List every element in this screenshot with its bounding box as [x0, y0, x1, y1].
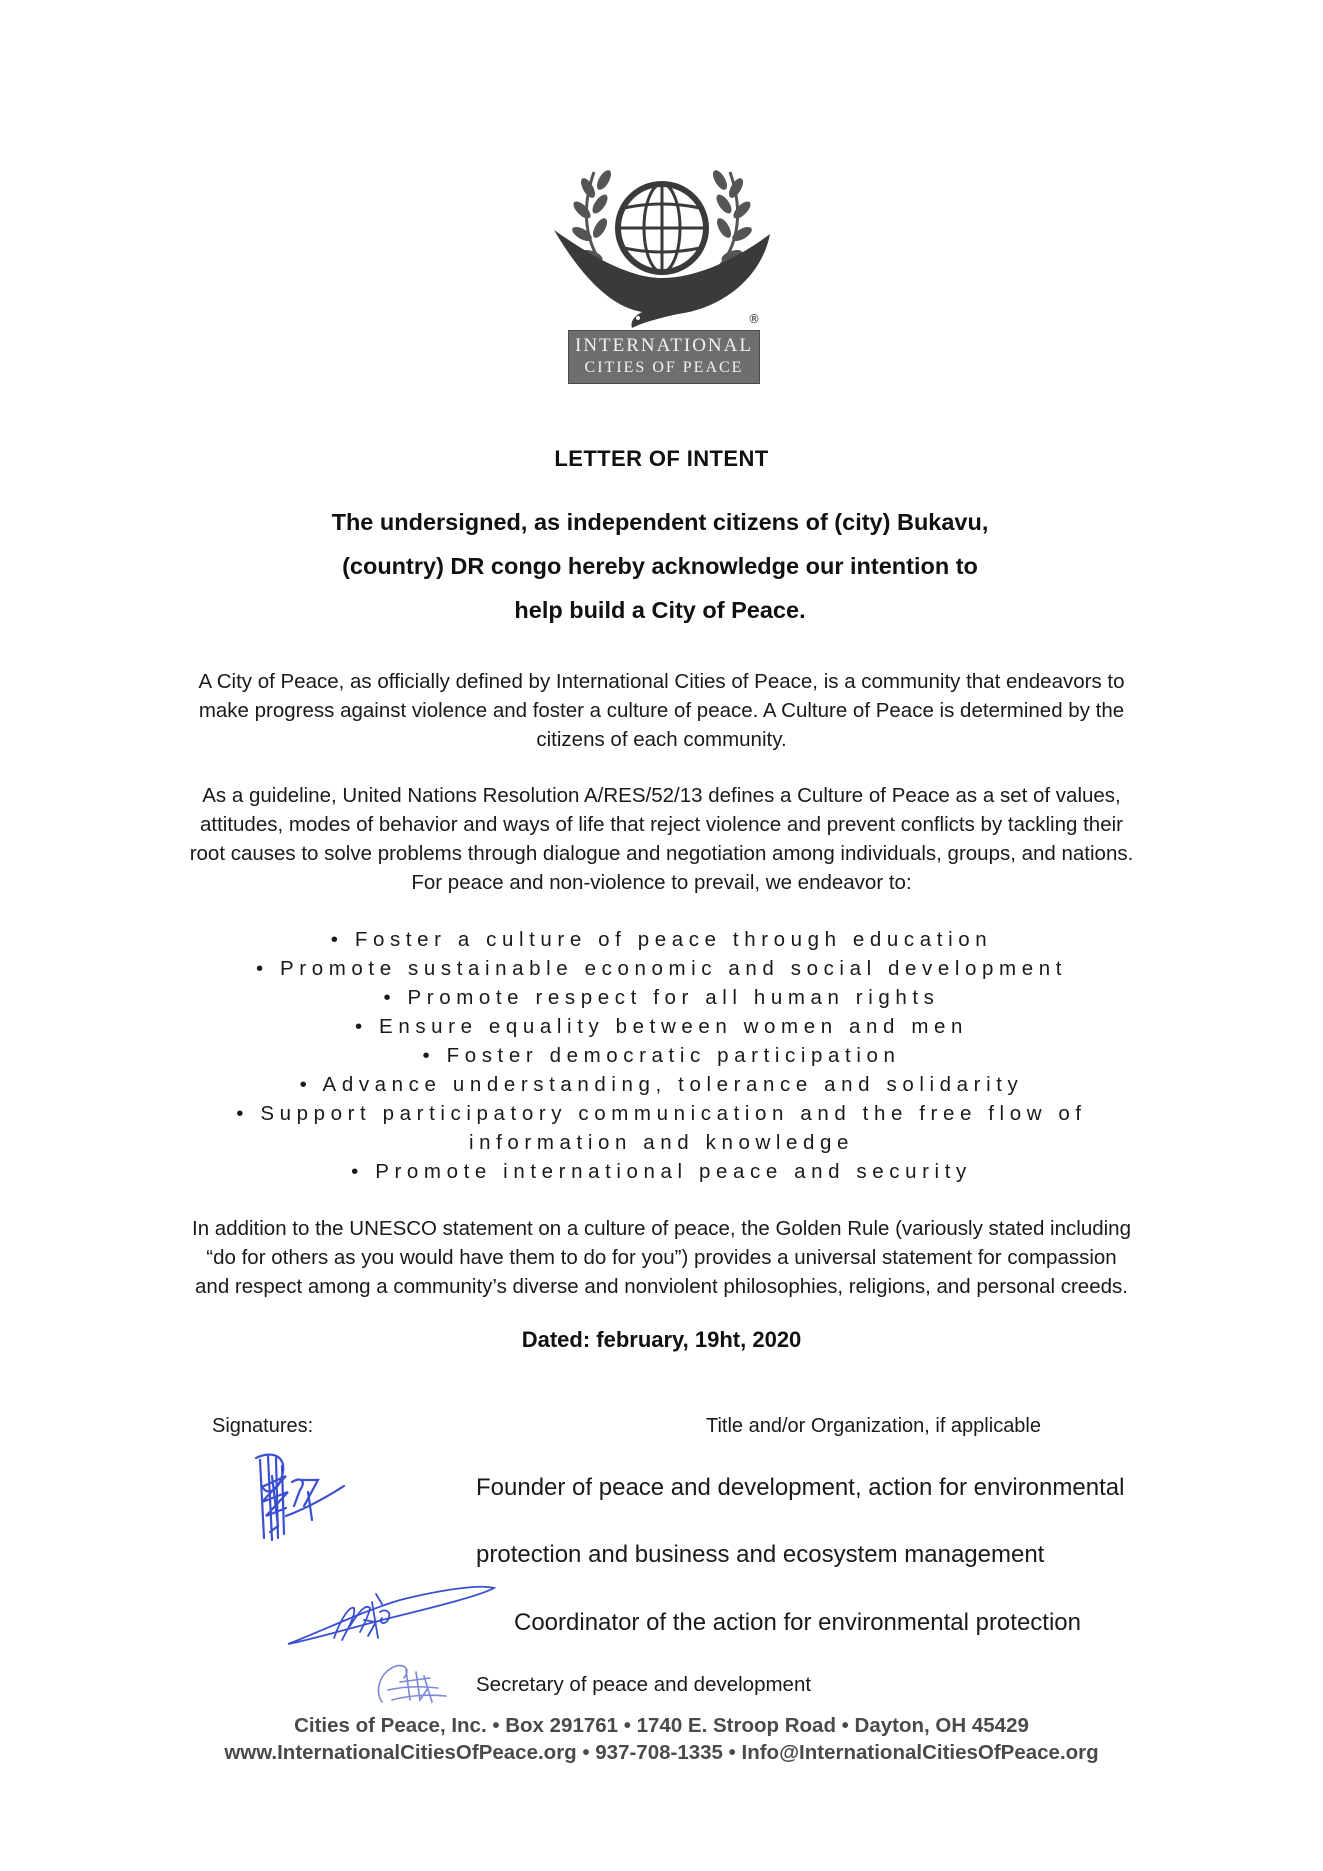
- guideline-paragraph: [120, 781, 1203, 897]
- paragraph-line: root causes to solve problems through dialogue and negotiation among individuals, groups, and nations.: [189, 842, 1134, 865]
- date-line: Dated: february, 19ht, 2020: [521, 1327, 802, 1352]
- intro-statement: [240, 500, 1080, 632]
- golden-rule-paragraph: [120, 1214, 1203, 1301]
- signature-1: [242, 1446, 352, 1546]
- title-column-label: Title and/or Organization, if applicable: [706, 1415, 1041, 1437]
- list-item: • Promote sustainable economic and social development: [255, 957, 1068, 980]
- list-item: • Promote respect for all human rights: [383, 986, 940, 1009]
- paragraph-line: citizens of each community.: [536, 728, 787, 751]
- signature-2: [280, 1582, 500, 1652]
- signatory-1-role-line-1: Founder of peace and development, action for environmental: [476, 1474, 1125, 1501]
- list-item: • Support participatory communication and the free flow of: [236, 1102, 1087, 1125]
- paragraph-line: and respect among a community’s diverse and nonviolent philosophies, religions, and personal creeds.: [195, 1275, 1128, 1298]
- list-item: • Promote international peace and security: [351, 1160, 972, 1183]
- list-item: • Foster a culture of peace through education: [330, 928, 993, 951]
- paragraph-line: make progress against violence and foster a culture of peace. A Culture of Peace is determined by the: [198, 699, 1125, 722]
- paragraph-line: A City of Peace, as officially defined by International Cities of Peace, is a community that endeavors to: [198, 670, 1125, 693]
- signatory-3-role: Secretary of peace and development: [476, 1673, 812, 1696]
- footer-address: Cities of Peace, Inc. • Box 291761 • 1740 E. Stroop Road • Dayton, OH 45429: [294, 1714, 1029, 1737]
- paragraph-line: In addition to the UNESCO statement on a culture of peace, the Golden Rule (variously stated including: [192, 1217, 1131, 1240]
- footer-contact: www.InternationalCitiesOfPeace.org • 937-708-1335 • Info@InternationalCitiesOfPeace.org: [224, 1741, 1099, 1764]
- goals-list: [140, 925, 1183, 1186]
- signature-3: [366, 1660, 466, 1710]
- globe-icon: [618, 184, 706, 272]
- organization-logo: [548, 158, 776, 388]
- logo-wordmark: [568, 330, 760, 384]
- paragraph-line: “do for others as you would have them to do for you”) provides a universal statement for compassion: [206, 1246, 1117, 1269]
- list-item: information and knowledge: [468, 1131, 855, 1154]
- signatures-label: Signatures:: [212, 1415, 314, 1437]
- logo-line-2: CITIES OF PEACE: [584, 359, 744, 376]
- signatory-1-role-line-2: protection and business and ecosystem management: [476, 1541, 1045, 1568]
- intro-line: (country) DR congo hereby acknowledge our intention to: [342, 553, 978, 579]
- logo-line-1: INTERNATIONAL: [575, 335, 753, 356]
- definition-paragraph: [120, 667, 1203, 754]
- list-item: • Advance understanding, tolerance and solidarity: [299, 1073, 1024, 1096]
- list-item: • Ensure equality between women and men: [354, 1015, 969, 1038]
- paragraph-line: As a guideline, United Nations Resolution A/RES/52/13 defines a Culture of Peace as a set of values,: [202, 784, 1121, 807]
- letter-title: LETTER OF INTENT: [554, 446, 769, 471]
- intro-line: help build a City of Peace.: [514, 597, 806, 623]
- paragraph-line: attitudes, modes of behavior and ways of life that reject violence and prevent conflicts by tackling their: [199, 813, 1123, 836]
- registered-mark: ®: [748, 312, 760, 326]
- globe-dove-laurel-icon: [548, 158, 776, 330]
- paragraph-line: For peace and non-violence to prevail, we endeavor to:: [411, 871, 912, 894]
- signatory-2-role: Coordinator of the action for environmental protection: [514, 1609, 1081, 1636]
- intro-line: The undersigned, as independent citizens of (city) Bukavu,: [331, 509, 989, 535]
- list-item: • Foster democratic participation: [422, 1044, 901, 1067]
